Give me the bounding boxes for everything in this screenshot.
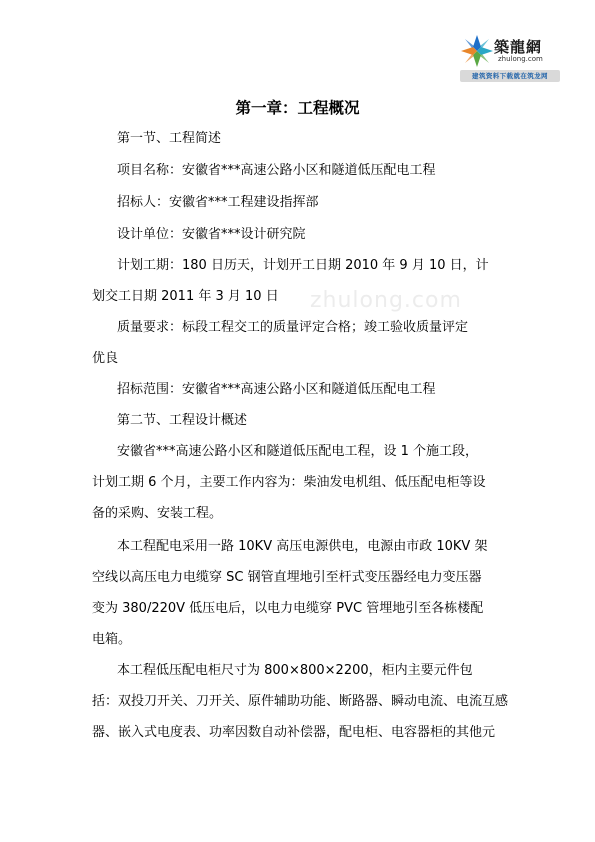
paragraph-line: 计划工期 6 个月，主要工作内容为：柴油发电机组、低压配电柜等设 <box>92 475 486 490</box>
zhulong-logo-icon <box>460 34 494 68</box>
section-heading: 第二节、工程设计概述 <box>117 413 248 428</box>
paragraph-line: 项目名称：安徽省***高速公路小区和隧道低压配电工程 <box>117 163 436 178</box>
paragraph-line: 招标范围：安徽省***高速公路小区和隧道低压配电工程 <box>117 382 436 397</box>
paragraph-line: 电箱。 <box>92 632 132 647</box>
logo-name-cn: 築龍網 <box>494 38 543 56</box>
zhulong-logo[interactable] <box>460 34 560 84</box>
paragraph-line: 备的采购、安装工程。 <box>92 506 223 521</box>
paragraph-line: 器、嵌入式电度表、功率因数自动补偿器，配电柜、电容器柜的其他元 <box>92 725 496 740</box>
paragraph-line: 质量要求：标段工程交工的质量评定合格；竣工验收质量评定 <box>117 320 469 335</box>
paragraph-line: 本工程配电采用一路 10KV 高压电源供电，电源由市政 10KV 架 <box>117 539 488 554</box>
paragraph-line: 安徽省***高速公路小区和隧道低压配电工程，设 1 个施工段， <box>117 444 479 459</box>
section-heading: 第一节、工程简述 <box>117 131 222 146</box>
paragraph-line: 本工程低压配电柜尺寸为 800×800×2200，柜内主要元件包 <box>117 663 473 678</box>
logo-tagline: 建筑资料下载就在筑龙网 <box>460 70 560 82</box>
paragraph-line: 空线以高压电力电缆穿 SC 钢管直埋地引至杆式变压器经电力变压器 <box>92 570 482 585</box>
logo-domain: zhulong.com <box>498 55 543 63</box>
paragraph-line: 括：双投刀开关、刀开关、原件辅助功能、断路器、瞬动电流、电流互感 <box>92 694 509 709</box>
watermark: zhulong.com <box>310 288 462 313</box>
paragraph-line: 优良 <box>92 351 119 366</box>
paragraph-line: 划交工日期 2011 年 3 月 10 日 <box>92 289 279 304</box>
paragraph-line: 招标人：安徽省***工程建设指挥部 <box>117 195 319 210</box>
chapter-title: 第一章：工程概况 <box>235 99 360 117</box>
paragraph-line: 设计单位：安徽省***设计研究院 <box>117 227 306 242</box>
paragraph-line: 变为 380/220V 低压电后，以电力电缆穿 PVC 管埋地引至各栋楼配 <box>92 601 484 616</box>
paragraph-line: 计划工期：180 日历天，计划开工日期 2010 年 9 月 10 日，计 <box>117 258 489 273</box>
